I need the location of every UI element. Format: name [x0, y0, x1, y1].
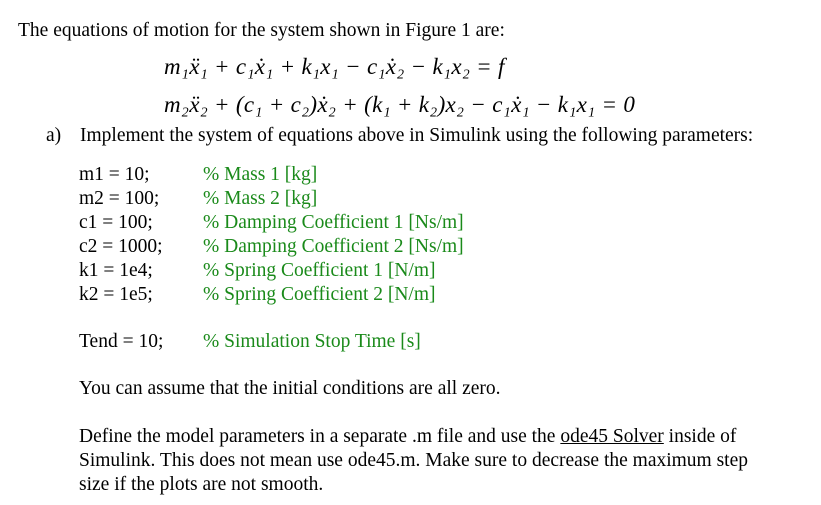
param-comment: % Mass 2 [kg] [203, 188, 318, 209]
param-comment: % Spring Coefficient 2 [N/m] [203, 284, 436, 305]
equation-2: m₂ẍ₂ + (c₁ + c₂)ẋ₂ + (k₁ + k₂)x₂ − c₁ẋ₁ − k₁x₁ = 0 [164, 92, 636, 117]
param-row-k2 [79, 284, 436, 308]
define-paragraph-line-1 [79, 426, 736, 448]
param-comment: % Simulation Stop Time [s] [203, 331, 421, 352]
part-a-letter: a) [46, 125, 62, 146]
param-code: c1 = 100; [79, 212, 153, 233]
param-code: k1 = 1e4; [79, 260, 153, 281]
intro-text: The equations of motion for the system shown in Figure 1 are: [18, 20, 505, 41]
initial-conditions-text: You can assume that the initial conditions are all zero. [79, 378, 501, 399]
param-row-m2 [79, 188, 317, 212]
param-code: k2 = 1e5; [79, 284, 153, 305]
param-row-tend [79, 331, 421, 355]
param-comment: % Damping Coefficient 1 [Ns/m] [203, 212, 464, 233]
ode45-solver-link[interactable]: ode45 Solver [560, 426, 664, 447]
param-row-c2 [79, 236, 464, 260]
part-a-heading [46, 125, 753, 147]
param-row-c1 [79, 212, 464, 236]
param-code: m1 = 10; [79, 164, 150, 185]
param-row-m1 [79, 164, 317, 188]
param-comment: % Spring Coefficient 1 [N/m] [203, 260, 436, 281]
param-row-k1 [79, 260, 436, 284]
define-paragraph-line-2: Simulink. This does not mean use ode45.m. Make sure to decrease the maximum step [79, 450, 749, 471]
param-code: c2 = 1000; [79, 236, 163, 257]
param-comment: % Damping Coefficient 2 [Ns/m] [203, 236, 464, 257]
part-a-text: Implement the system of equations above in Simulink using the following parameters: [80, 125, 754, 146]
param-code: m2 = 100; [79, 188, 160, 209]
define-paragraph-line-3: size if the plots are not smooth. [79, 474, 324, 495]
define-text-after: inside of [663, 426, 737, 447]
param-comment: % Mass 1 [kg] [203, 164, 318, 185]
define-text-before: Define the model parameters in a separate .m file and use the [79, 426, 561, 447]
equation-1: m₁ẍ₁ + c₁ẋ₁ + k₁x₁ − c₁ẋ₂ − k₁x₂ = f [164, 54, 505, 79]
param-code: Tend = 10; [79, 331, 164, 352]
